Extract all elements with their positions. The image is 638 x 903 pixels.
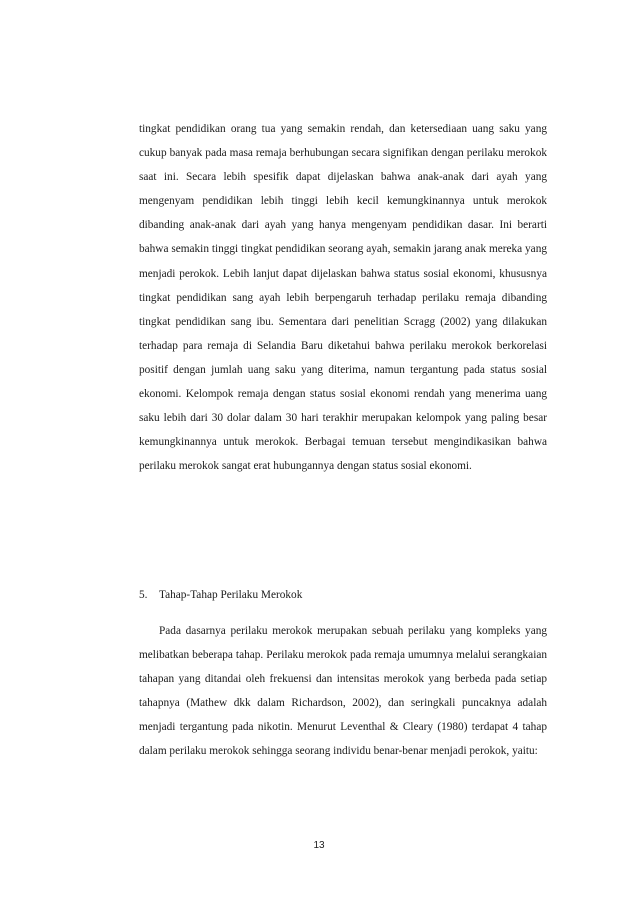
page-number: 13 [313, 840, 325, 851]
section-number: 5. [139, 589, 148, 601]
section-title: Tahap-Tahap Perilaku Merokok [159, 589, 303, 601]
section-heading [139, 588, 302, 602]
body-paragraph-continuation: tingkat pendidikan orang tua yang semakin rendah, dan ketersediaan uang saku yang cukup banyak pada masa remaja berhubungan secara signifikan dengan perilaku merokok saat ini. Secara lebih spesifik dapat dijelaskan bahwa anak-anak dari ayah yang mengenyam pendidikan lebih tinggi lebih kecil kemungkinannya untuk merokok dibanding anak-anak dari ayah yang hanya mengenyam pendidikan dasar. Ini berarti bahwa semakin tinggi tingkat pendidikan seorang ayah, semakin jarang anak mereka yang menjadi perokok. Lebih lanjut dapat dijelaskan bahwa status sosial ekonomi, khususnya tingkat pendidikan sang ayah lebih berpengaruh terhadap perilaku remaja dibanding tingkat pendidikan sang ibu. Sementara dari penelitian Scragg (2002) yang dilakukan terhadap para remaja di Selandia Baru diketahui bahwa perilaku merokok berkorelasi positif dengan jumlah uang saku yang diterima, namun tergantung pada status sosial ekonomi. Kelompok remaja dengan status sosial ekonomi rendah yang menerima uang saku lebih dari 30 dolar dalam 30 hari terakhir merupakan kelompok yang paling besar kemungkinannya untuk merokok. Berbagai temuan tersebut mengindikasikan bahwa perilaku merokok sangat erat hubungannya dengan status sosial ekonomi. [139, 123, 547, 473]
body-paragraph-section-5: Pada dasarnya perilaku merokok merupakan sebuah perilaku yang kompleks yang melibatkan beberapa tahap. Perilaku merokok pada remaja umumnya melalui serangkaian tahapan yang ditandai oleh frekuensi dan intensitas merokok yang berbeda pada setiap tahapnya (Mathew dkk dalam Richardson, 2002), dan seringkali puncaknya adalah menjadi tergantung pada nikotin. Menurut Leventhal & Cleary (1980) terdapat 4 tahap dalam perilaku merokok sehingga seorang individu benar-benar menjadi perokok, yaitu: [139, 625, 547, 758]
